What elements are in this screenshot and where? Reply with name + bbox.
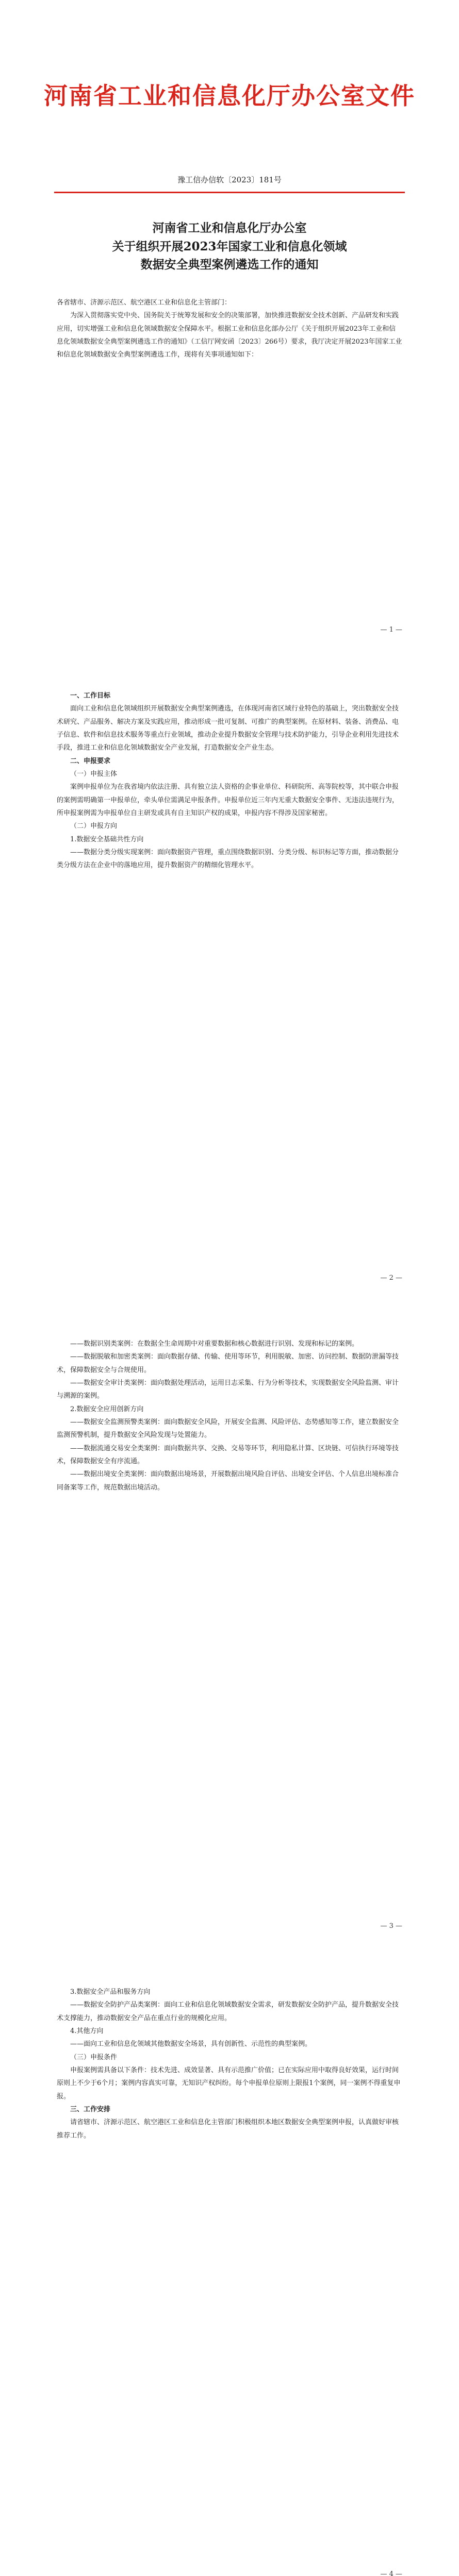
page-number-2: — 2 — — [380, 1274, 402, 1282]
direction-2-heading: 2.数据安全应用创新方向 — [70, 1405, 144, 1413]
section-2-sub3-text: 申报案例需具备以下条件：技术先进、成效显著、具有示范推广价值；已在实际应用中取得良好效果，运行时间原则上不少于6个月；案例内容真实可靠，无知识产权纠纷。每个申报单位原则上限报1个案例，同一案例不得重复申报。 — [57, 2066, 401, 2100]
document-number: 豫工信办信软〔2023〕181号 — [177, 175, 282, 184]
intro-paragraph: 为深入贯彻落实党中央、国务院关于统筹发展和安全的决策部署，加快推进数据安全技术创新、产品研发和实践应用，切实增强工业和信息化领域数据安全保障水平。根据工业和信息化部办公厅《关于组织开展2023年工业和信息化领域数据安全典型案例遴选工作的通知》（工信厅网安函〔2023〕266号）要求，我厅决定开展2023年国家工业和信息化领域数据安全典型案例遴选工作，现将有关事项通知如下： — [57, 312, 402, 359]
direction-3-paragraph: ——数据安全防护产品类案例：面向工业和信息化领域数据安全需求，研发数据安全防护产品，提升数据安全技术支撑能力，推动数据安全产品在重点行业的规模化应用。 — [57, 2001, 399, 2022]
direction-1-heading: 1.数据安全基础共性方向 — [70, 835, 144, 843]
page-1 — [0, 0, 459, 648]
direction-1-paragraph: ——数据分类分级实现案例：面向数据资产管理，重点围绕数据识别、分类分级、标识标记等方面，推动数据分类分级方法在企业中的落地应用，提升数据资产的精细化管理水平。 — [57, 849, 399, 870]
document-title — [0, 219, 459, 274]
page-number-1: — 1 — — [380, 626, 402, 634]
page-2 — [0, 648, 459, 1296]
direction-2-paragraph: ——数据出境安全类案例：面向数据出境场景，开展数据出境风险自评估、出境安全评估、个人信息出境标准合同备案等工作，规范数据出境活动。 — [57, 1470, 399, 1492]
page-4-body — [57, 1986, 402, 2142]
section-2-sub2-heading: （二）申报方向 — [70, 822, 118, 831]
section-2-heading: 二、申报要求 — [70, 757, 111, 765]
page-number-4: — 4 — — [380, 2570, 402, 2576]
page-1-body — [57, 296, 402, 362]
section-2-sub1-text: 案例申报单位为在我省境内依法注册、具有独立法人资格的企事业单位、科研院所、高等院校等，其中联合申报的案例需明确第一申报单位，牵头单位需满足申报条件。申报单位近三年内无重大数据安全事件、无违法违规行为，所申报案例需为申报单位自主研发或具有自主知识产权的成果，申报内容不得涉及国家秘密。 — [57, 783, 399, 818]
page-3 — [0, 1296, 459, 1944]
direction-1-paragraph: ——数据脱敏和加密类案例：面向数据存储、传输、使用等环节，利用脱敏、加密、访问控制、数据防泄漏等技术，保障数据安全与合规使用。 — [57, 1353, 399, 1374]
section-3-heading: 三、工作安排 — [70, 2106, 111, 2114]
red-divider-line — [54, 192, 405, 193]
direction-2-paragraph: ——数据流通交易安全类案例：面向数据共享、交换、交易等环节，利用隐私计算、区块链、可信执行环境等技术，保障数据安全有序流通。 — [57, 1444, 399, 1466]
direction-3-heading: 3.数据安全产品和服务方向 — [70, 1988, 151, 1996]
section-1-heading: 一、工作目标 — [70, 692, 111, 700]
direction-1-paragraph: ——数据识别类案例：在数据全生命周期中对重要数据和核心数据进行识别、发现和标记的案例。 — [70, 1340, 359, 1348]
page-number-3: — 3 — — [380, 1922, 402, 1930]
direction-4-heading: 4.其他方向 — [70, 2027, 104, 2036]
letterhead-title: 河南省工业和信息化厅办公室文件 — [44, 82, 415, 110]
direction-1-paragraph: ——数据安全审计类案例：面向数据处理活动，运用日志采集、行为分析等技术，实现数据安全风险监测、审计与溯源的案例。 — [57, 1379, 399, 1400]
section-2-sub3-heading: （三）申报条件 — [70, 2053, 118, 2061]
title-line-2: 关于组织开展2023年国家工业和信息化领域 — [112, 239, 347, 253]
page-4 — [0, 1944, 459, 2576]
page-3-body — [57, 1337, 402, 1494]
title-line-3: 数据安全典型案例遴选工作的通知 — [140, 258, 319, 272]
salutation: 各省辖市、济源示范区、航空港区工业和信息化主管部门： — [57, 299, 232, 307]
section-1-text: 面向工业和信息化领域组织开展数据安全典型案例遴选，在体现河南省区域行业特色的基础上，突出数据安全技术研究、产品服务、解决方案及实践应用，推动形成一批可复制、可推广的典型案例。在原材料、装备、消费品、电子信息、软件和信息技术服务等重点行业领域，推动企业提升数据安全管理与技术防护能力，引导企业利用先进技术手段，推进工业和信息化领域数据安全产业发展，打造数据安全产业生态。 — [57, 705, 399, 752]
title-line-1: 河南省工业和信息化厅办公室 — [152, 221, 307, 235]
page-2-body — [57, 689, 402, 872]
direction-2-paragraph: ——数据安全监测预警类案例：面向数据安全风险，开展安全监测、风险评估、态势感知等工作，建立数据安全监测预警机制，提升数据安全风险发现与处置能力。 — [57, 1418, 399, 1439]
direction-4-paragraph: ——面向工业和信息化领域其他数据安全场景，具有创新性、示范性的典型案例。 — [70, 2040, 312, 2048]
section-3-text: 请省辖市、济源示范区、航空港区工业和信息化主管部门积极组织本地区数据安全典型案例申报，认真做好审核推荐工作。 — [57, 2119, 399, 2140]
section-2-sub1-heading: （一）申报主体 — [70, 770, 118, 778]
